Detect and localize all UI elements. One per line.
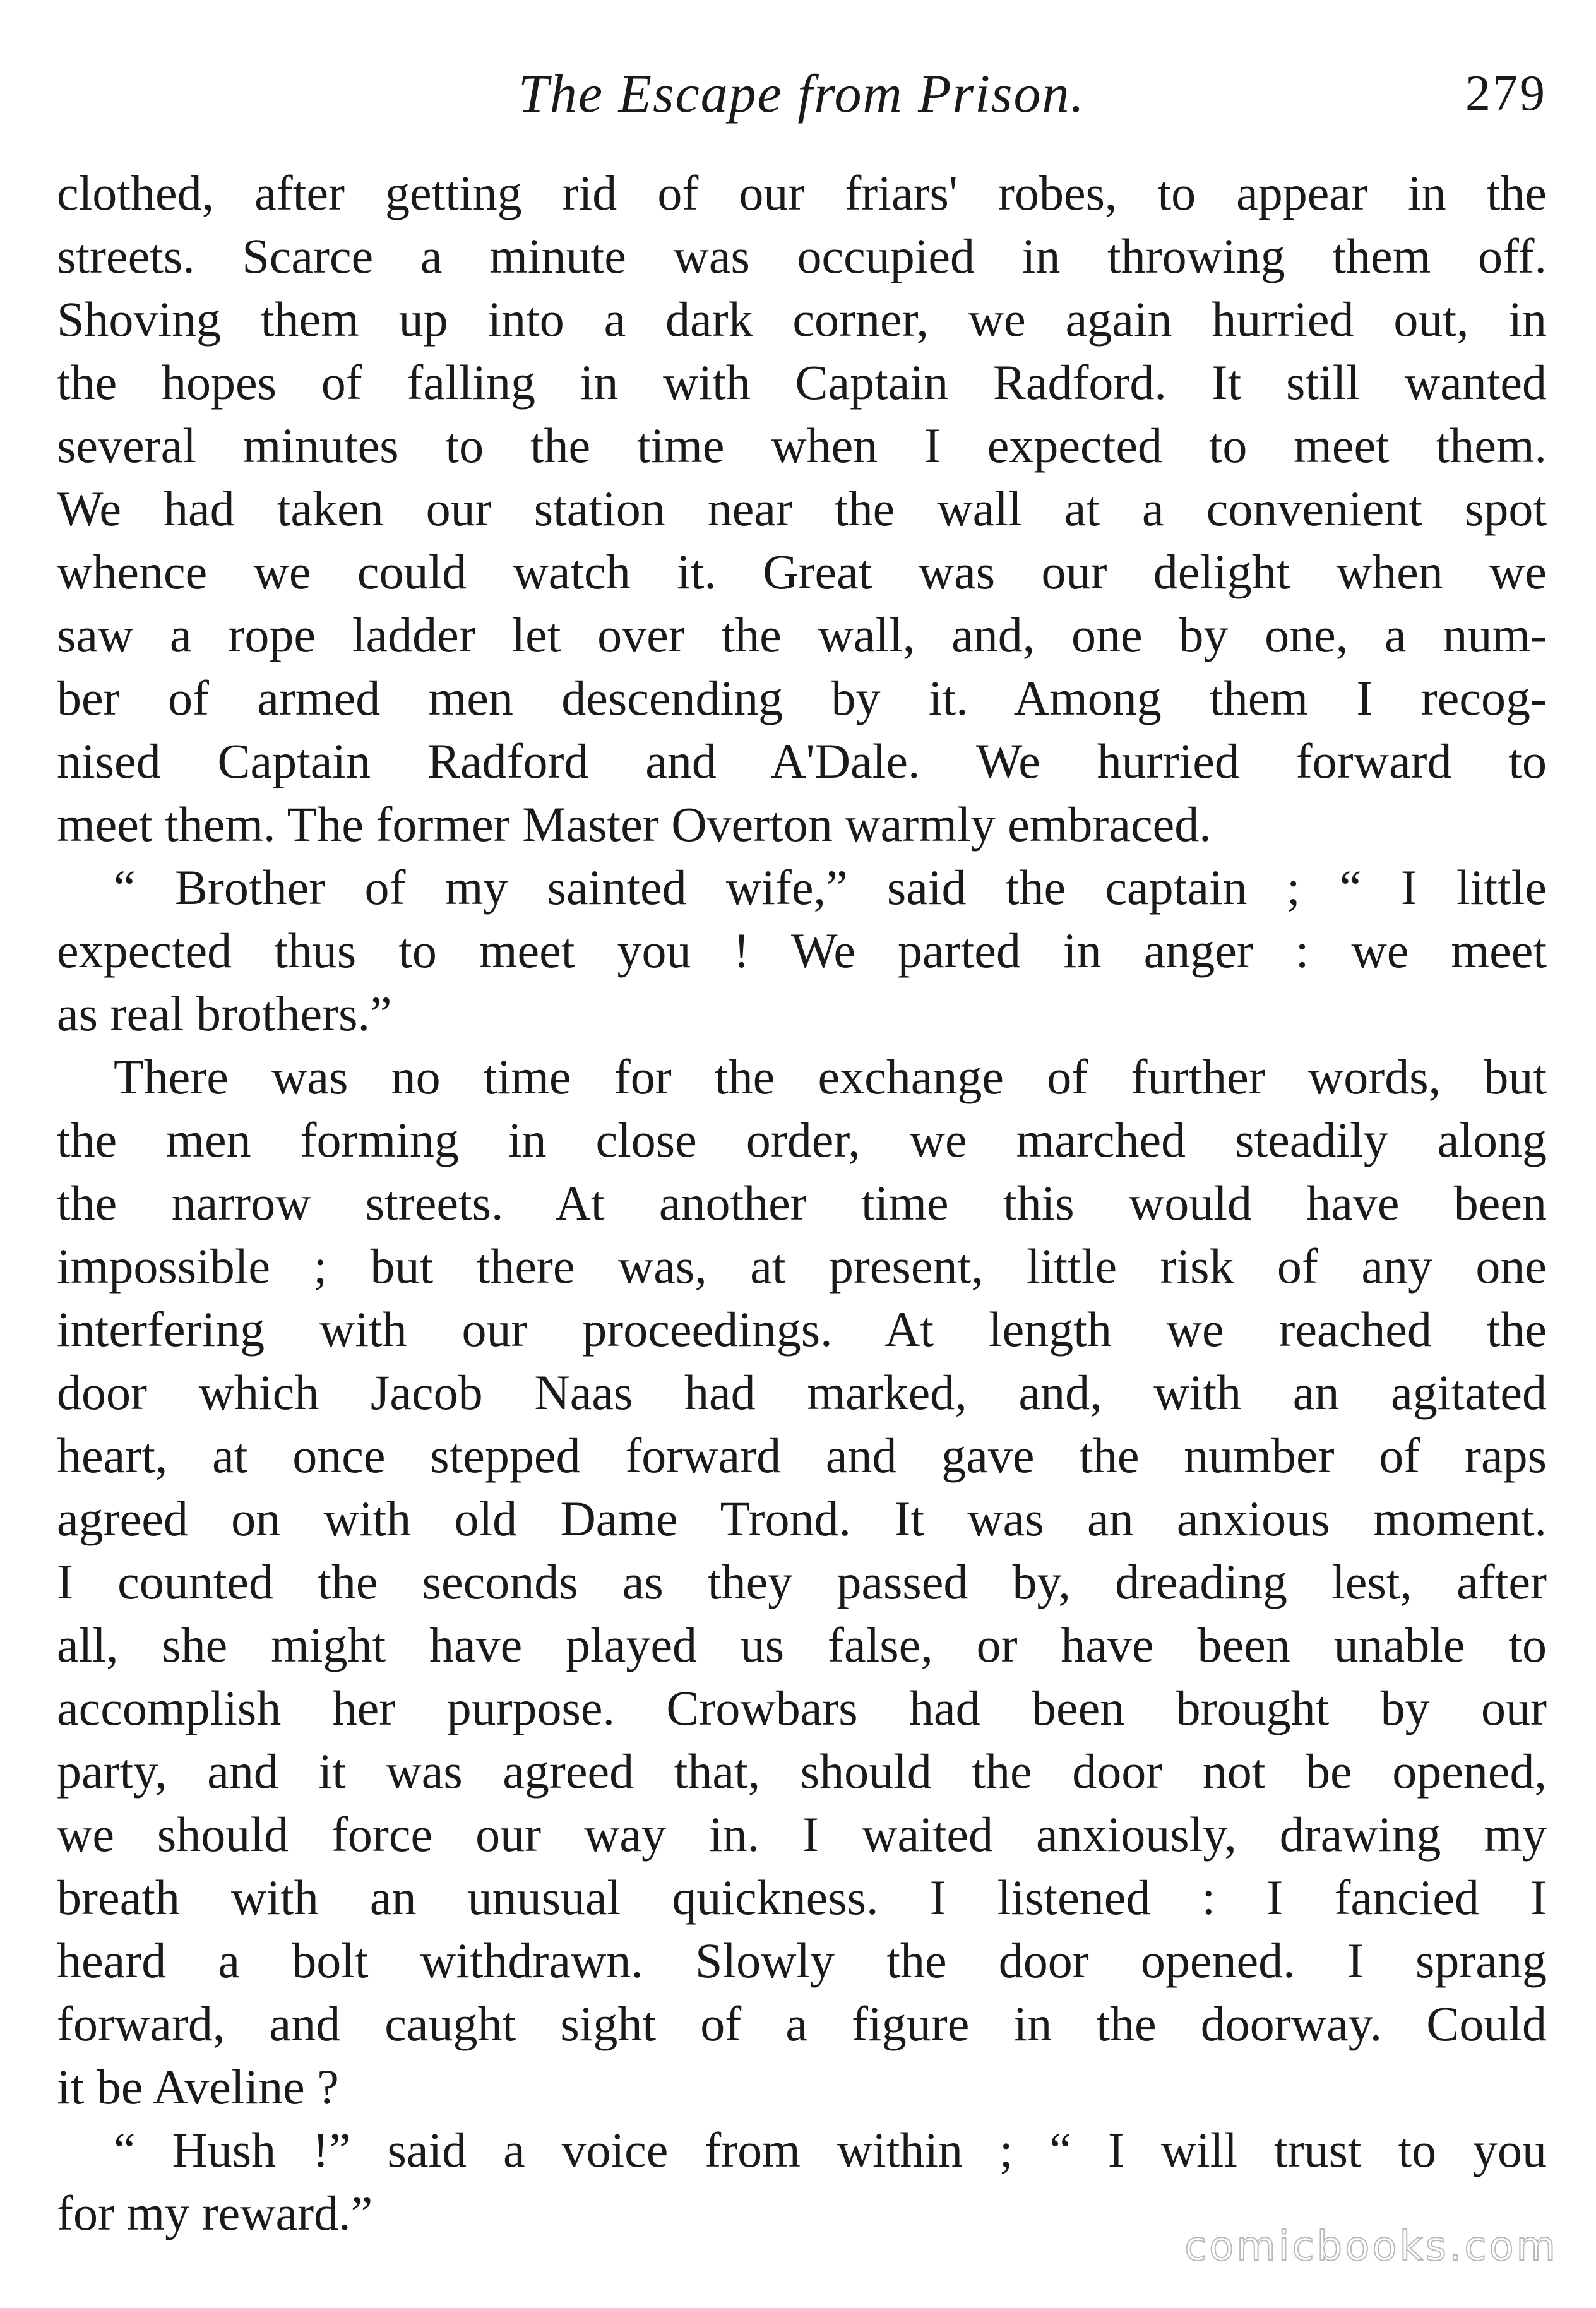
text-line: agreed on with old Dame Trond. It was an anxious moment. (57, 1491, 1547, 1546)
body-text (57, 162, 1547, 2245)
text-line: “ Brother of my sainted wife,” said the captain ; “ I little (114, 860, 1547, 915)
text-line: all, she might have played us false, or have been unable to (57, 1617, 1547, 1672)
text-line: whence we could watch it. Great was our delight when we (57, 544, 1547, 599)
text-line: it be Aveline ? (57, 2059, 339, 2114)
text-line: interfering with our proceedings. At length we reached the (57, 1302, 1547, 1357)
text-line: There was no time for the exchange of further words, but (114, 1049, 1547, 1104)
running-head (57, 56, 1547, 131)
watermark: comicbooks.com (1184, 2223, 1558, 2270)
text-line: we should force our way in. I waited anxiously, drawing my (57, 1807, 1547, 1862)
text-line: streets. Scarce a minute was occupied in throwing them off. (57, 229, 1547, 283)
running-title: The Escape from Prison. (518, 63, 1085, 124)
text-line: breath with an unusual quickness. I listened : I fancied I (57, 1870, 1547, 1925)
text-line: heard a bolt withdrawn. Slowly the door opened. I sprang (57, 1933, 1547, 1988)
text-line: party, and it was agreed that, should the door not be opened, (57, 1744, 1547, 1799)
text-line: door which Jacob Naas had marked, and, with an agitated (57, 1365, 1547, 1420)
text-line: I counted the seconds as they passed by, dreading lest, after (57, 1554, 1547, 1609)
text-line: forward, and caught sight of a figure in the doorway. Could (57, 1996, 1547, 2051)
text-line: the men forming in close order, we marched steadily along (57, 1112, 1547, 1167)
text-line: nised Captain Radford and A'Dale. We hurried forward to (57, 734, 1547, 788)
text-line: accomplish her purpose. Crowbars had been brought by our (57, 1680, 1547, 1735)
text-line: Shoving them up into a dark corner, we again hurried out, in (57, 292, 1547, 347)
text-line: meet them. The former Master Overton warmly embraced. (57, 797, 1212, 852)
text-line: We had taken our station near the wall at a convenient spot (57, 481, 1547, 536)
text-line: the hopes of falling in with Captain Radford. It still wanted (57, 355, 1547, 410)
text-line: ber of armed men descending by it. Among them I recog- (57, 670, 1547, 725)
text-line: “ Hush !” said a voice from within ; “ I will trust to you (114, 2122, 1547, 2177)
text-line: expected thus to meet you ! We parted in anger : we meet (57, 923, 1547, 978)
text-line: clothed, after getting rid of our friars' robes, to appear in the (57, 165, 1547, 220)
text-line: several minutes to the time when I expected to meet them. (57, 418, 1547, 473)
page-number: 279 (1465, 66, 1547, 121)
text-line: the narrow streets. At another time this would have been (57, 1175, 1547, 1230)
text-line: heart, at once stepped forward and gave the number of raps (57, 1428, 1547, 1483)
text-line: impossible ; but there was, at present, little risk of any one (57, 1239, 1547, 1294)
text-line: saw a rope ladder let over the wall, and, one by one, a num- (57, 607, 1547, 662)
text-line: for my reward.” (57, 2186, 373, 2240)
text-line: as real brothers.” (57, 986, 392, 1041)
